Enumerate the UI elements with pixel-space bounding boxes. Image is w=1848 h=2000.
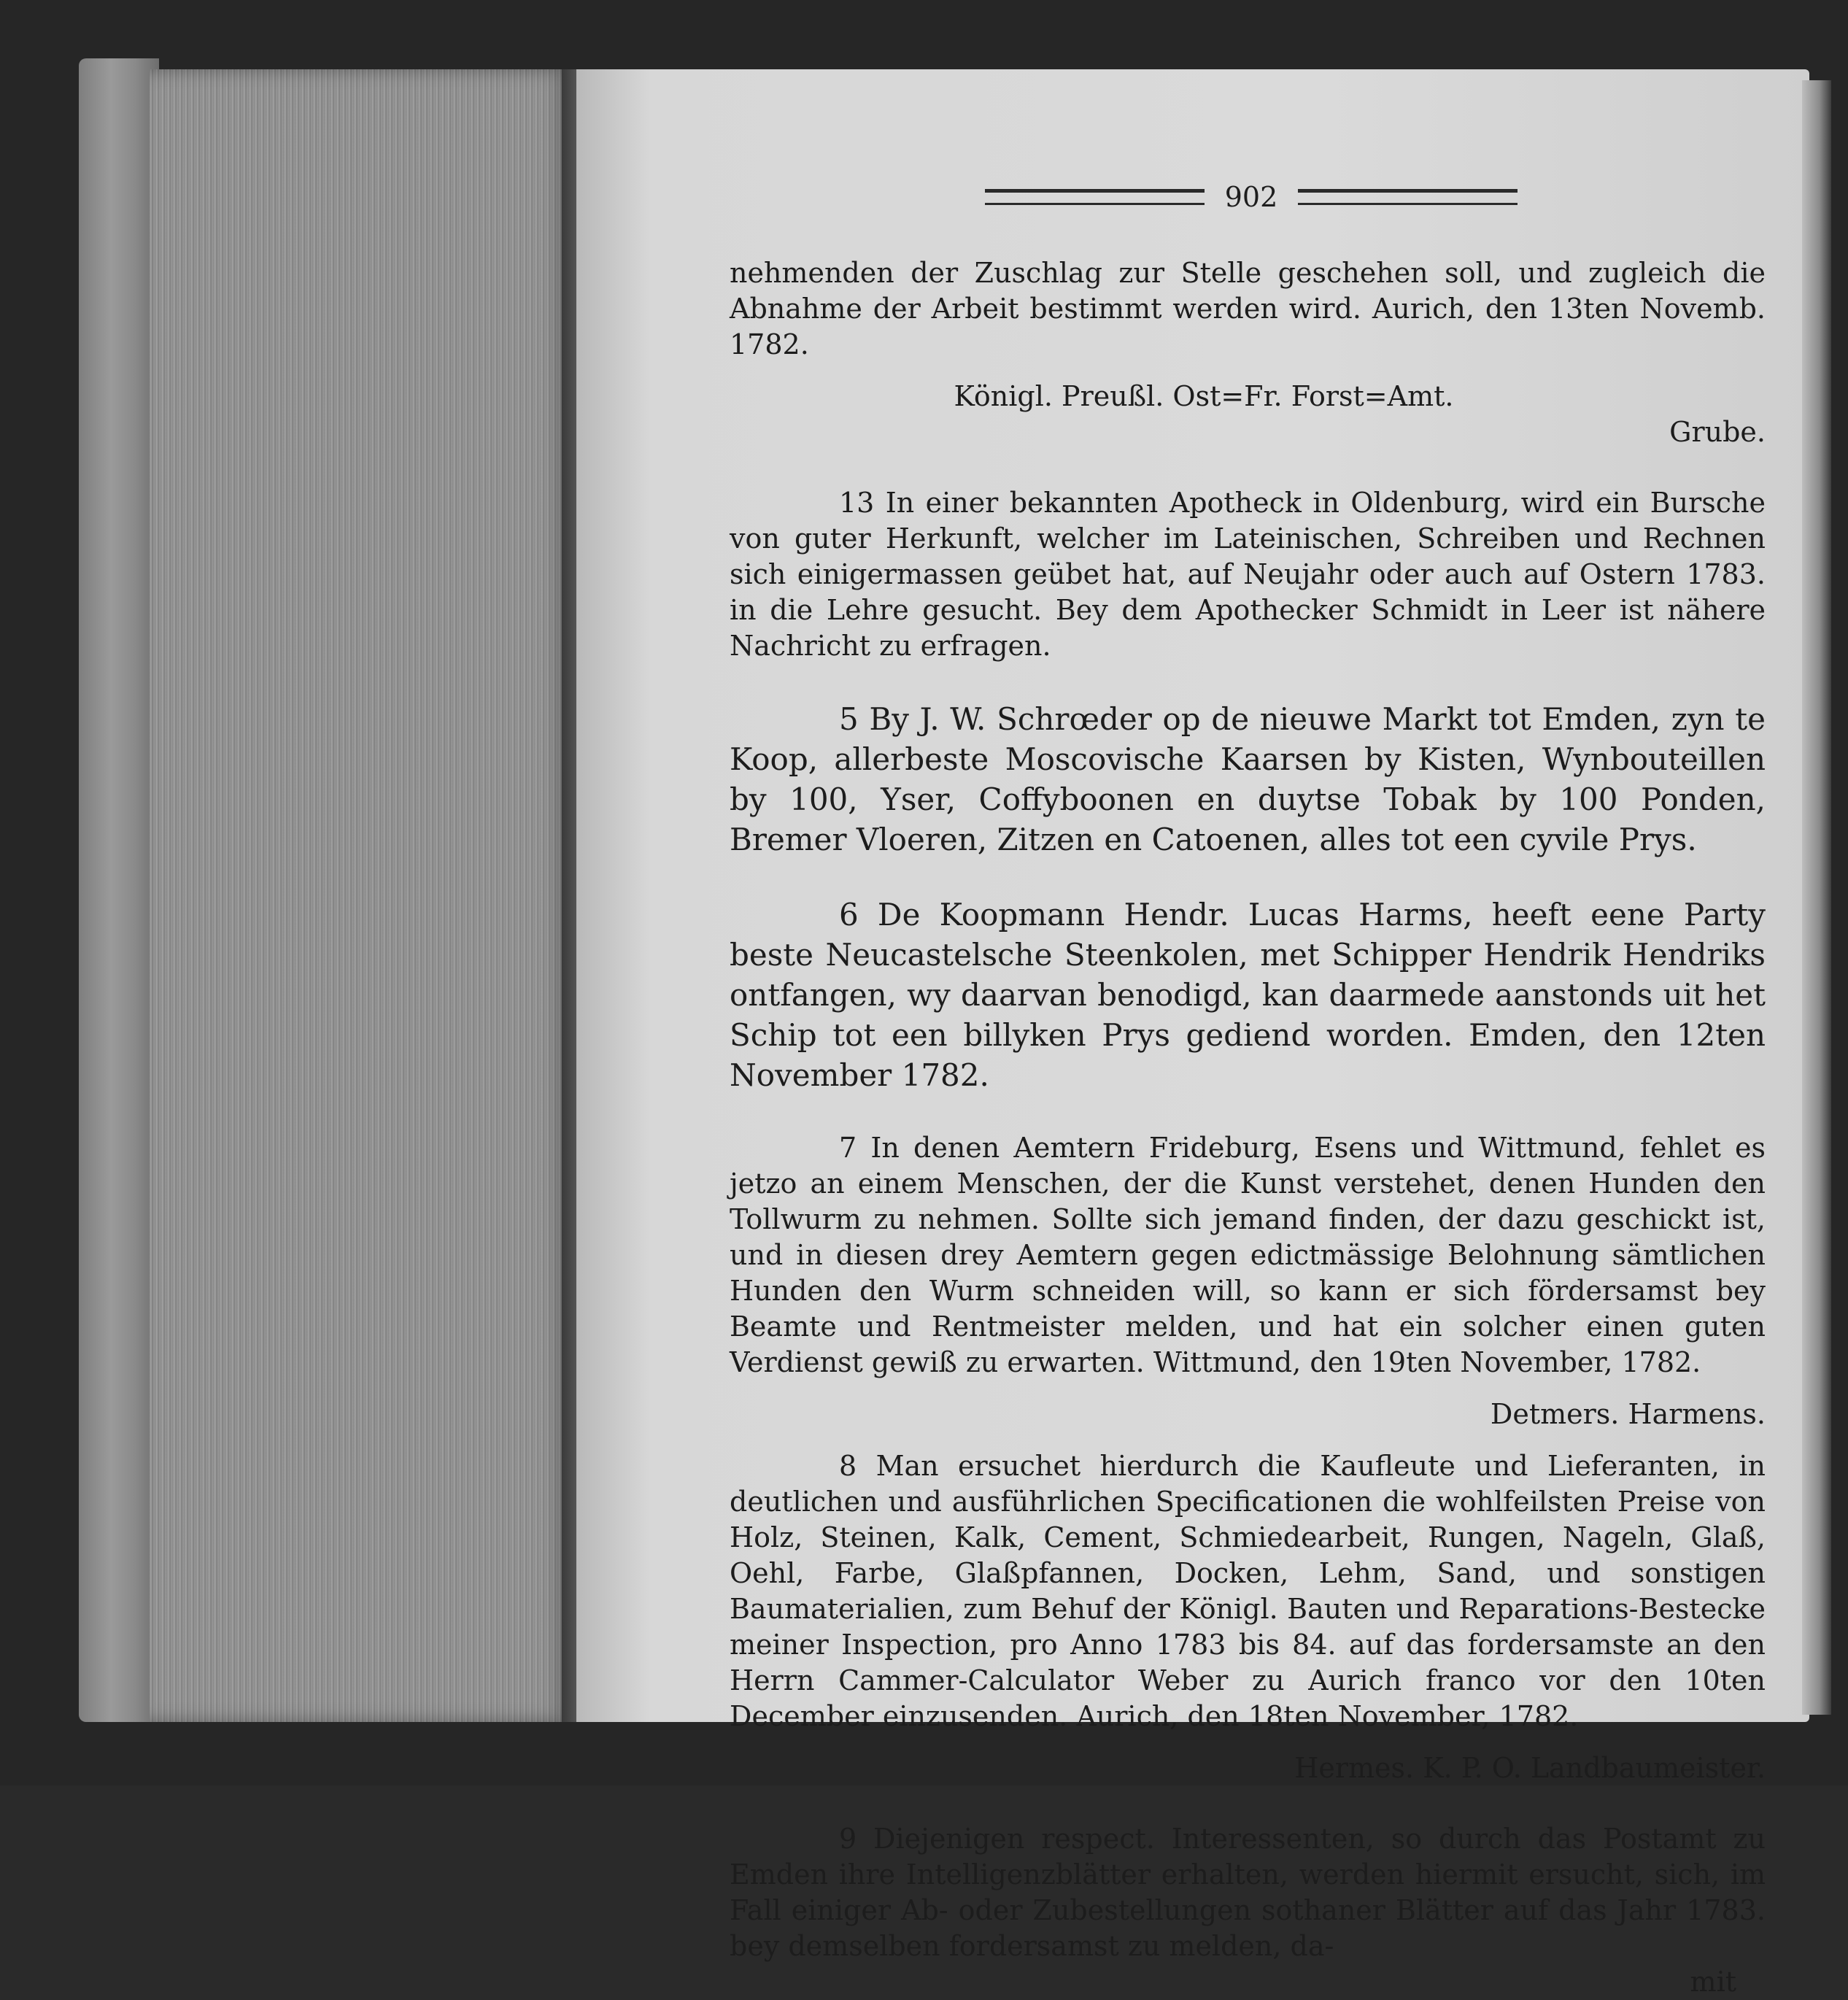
page-right-edge (1802, 80, 1831, 1715)
catchword: mit (1690, 1966, 1736, 1998)
notice-5: 5 By J. W. Schrœder op de nieuwe Markt tot Emden, zyn te Koop, allerbeste Moscovische Kaarsen by Kisten, Wynbouteillen by 100, Yser, Coffyboonen en duytse Tobak by 100 Ponden, Bremer Vloeren, Zitzen en Catoenen, alles tot een cyvile Prys. (730, 701, 1766, 857)
notice-9: 9 Diejenigen respect. Interessenten, so durch das Postamt zu Emden ihre Intelligenzblätter erhalten, werden hiermit ersucht, sich, im Fall einiger Ab- oder Zubestellungen sothaner Blätter auf das Jahr 1783. bey demselben fordersamst zu melden, da- (730, 1823, 1766, 1962)
signature-detmers-harmens: Detmers. Harmens. (1490, 1398, 1766, 1430)
page-block-edge (150, 69, 573, 1722)
notice-6: 6 De Koopmann Hendr. Lucas Harms, heeft eene Party beste Neucastelsche Steenkolen, met Schipper Hendrik Hendriks ontfangen, wy daarvan benodigd, kan daarmede aanstonds uit het Schip tot een billyken Prys gediend worden. Emden, den 12ten November 1782. (730, 897, 1766, 1093)
paragraph-continuation: nehmenden der Zuschlag zur Stelle geschehen soll, und zugleich die Abnahme der Arbeit bestimmt werden wird. Aurich, den 13ten Novemb. 1782. (730, 257, 1766, 360)
notice-8: 8 Man ersuchet hierdurch die Kaufleute und Lieferanten, in deutlichen und ausführlichen Specificationen die wohlfeilsten Preise von Holz, Steinen, Kalk, Cement, Schmiedearbeit, Rungen, Nageln, Glaß, Oehl, Farbe, Glaßpfannen, Docken, Lehm, Sand, und sonstigen Baumaterialien, zum Behuf der Königl. Bauten und Reparations-Bestecke meiner Inspection, pro Anno 1783 bis 84. auf das fordersamste an den Herrn Cammer-Calculator Weber zu Aurich franco vor den 10ten December einzusenden. Aurich, den 18ten November, 1782. (730, 1450, 1766, 1732)
page-number: 902 (1224, 181, 1278, 213)
issuer-line: Königl. Preußl. Ost=Fr. Forst=Amt. (954, 380, 1454, 412)
header-rule-left (985, 189, 1205, 205)
book-cover (79, 58, 159, 1722)
signature-hermes: Hermes. K. P. O. Landbaumeister. (1294, 1752, 1766, 1784)
signature-grube: Grube. (1669, 416, 1766, 448)
page-header (985, 175, 1518, 219)
notice-13: 13 In einer bekannten Apotheck in Oldenburg, wird ein Bursche von guter Herkunft, welcher im Lateinischen, Schreiben und Rechnen sich einigermassen geübet hat, auf Neujahr oder auch auf Ostern 1783. in die Lehre gesucht. Bey dem Apothecker Schmidt in Leer ist nähere Nachricht zu erfragen. (730, 487, 1766, 662)
notice-7: 7 In denen Aemtern Frideburg, Esens und Wittmund, fehlet es jetzo an einem Menschen, der die Kunst verstehet, denen Hunden den Tollwurm zu nehmen. Sollte sich jemand finden, der dazu geschickt ist, und in diesen drey Aemtern gegen edictmässige Belohnung sämtlichen Hunden den Wurm schneiden will, so kann er sich fördersamst bey Beamte und Rentmeister melden, und hat ein solcher einen guten Verdienst gewiß zu erwarten. Wittmund, den 19ten November, 1782. (730, 1132, 1766, 1378)
header-rule-right (1298, 189, 1518, 205)
page-text (730, 255, 1766, 2000)
